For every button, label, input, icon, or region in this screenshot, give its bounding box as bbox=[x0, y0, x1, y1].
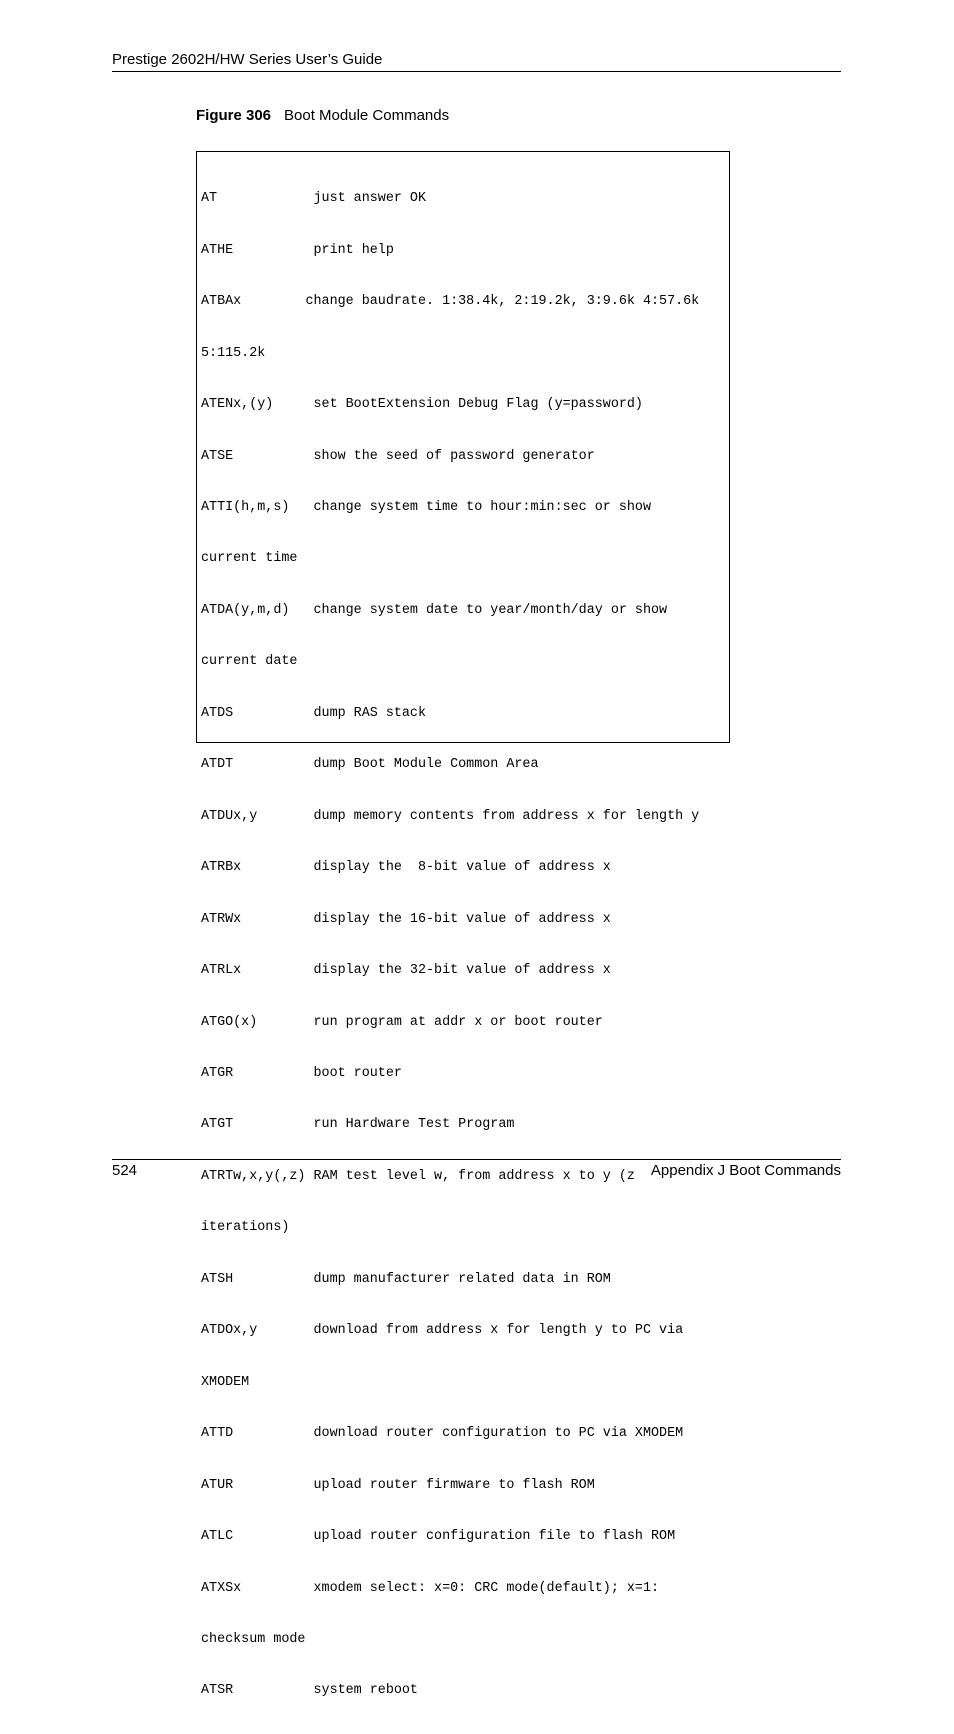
code-line: ATDOx,y download from address x for length y to PC via bbox=[201, 1323, 684, 1339]
code-line: ATGT run Hardware Test Program bbox=[201, 1117, 515, 1133]
code-line: ATTI(h,m,s) change system time to hour:min:sec or show bbox=[201, 500, 651, 516]
code-line: ATENx,(y) set BootExtension Debug Flag (y=password) bbox=[201, 397, 643, 413]
code-line: ATXSx xmodem select: x=0: CRC mode(default); x=1: bbox=[201, 1580, 660, 1596]
code-line: current date bbox=[201, 654, 298, 670]
code-line: ATRBx display the 8-bit value of address x bbox=[201, 860, 611, 876]
figure-caption bbox=[196, 107, 449, 125]
code-line: ATGR boot router bbox=[201, 1066, 402, 1082]
figure-label: Figure 306 bbox=[196, 107, 272, 124]
footer-divider bbox=[112, 1159, 841, 1160]
code-line: ATDA(y,m,d) change system date to year/month/day or show bbox=[201, 602, 668, 618]
code-line: ATBAx change baudrate. 1:38.4k, 2:19.2k, 3:9.6k 4:57.6k bbox=[201, 294, 700, 310]
code-line: ATGO(x) run program at addr x or boot router bbox=[201, 1014, 603, 1030]
code-line: ATSE show the seed of password generator bbox=[201, 448, 595, 464]
code-line: ATTD download router configuration to PC via XMODEM bbox=[201, 1426, 684, 1442]
code-line: iterations) bbox=[201, 1220, 290, 1236]
code-line: AT just answer OK bbox=[201, 191, 426, 207]
code-line: ATDS dump RAS stack bbox=[201, 705, 426, 721]
code-line: ATSH dump manufacturer related data in ROM bbox=[201, 1271, 611, 1287]
code-line: XMODEM bbox=[201, 1374, 250, 1390]
figure-title: Boot Module Commands bbox=[284, 107, 450, 124]
footer-section-title: Appendix J Boot Commands bbox=[650, 1162, 841, 1179]
code-line: current time bbox=[201, 551, 298, 567]
code-line: ATRTw,x,y(,z) RAM test level w, from address x to y (z bbox=[201, 1168, 635, 1184]
running-header-title: Prestige 2602H/HW Series User’s Guide bbox=[112, 51, 383, 68]
code-line: 5:115.2k bbox=[201, 345, 266, 361]
code-line: checksum mode bbox=[201, 1632, 306, 1647]
code-line: ATHE print help bbox=[201, 242, 394, 258]
code-line: ATUR upload router firmware to flash ROM bbox=[201, 1477, 595, 1493]
code-line: ATSR system reboot bbox=[201, 1683, 418, 1699]
boot-commands-code-box bbox=[196, 151, 730, 1699]
page-number: 524 bbox=[112, 1162, 138, 1179]
boot-commands-listing bbox=[201, 156, 699, 1734]
code-line: ATRLx display the 32-bit value of address x bbox=[201, 963, 611, 979]
code-line: ATDUx,y dump memory contents from address x for length y bbox=[201, 808, 700, 824]
code-line: ATDT dump Boot Module Common Area bbox=[201, 757, 539, 773]
code-line: ATLC upload router configuration file to flash ROM bbox=[201, 1529, 676, 1545]
code-line: ATRWx display the 16-bit value of address x bbox=[201, 911, 611, 927]
header-divider bbox=[112, 71, 841, 72]
